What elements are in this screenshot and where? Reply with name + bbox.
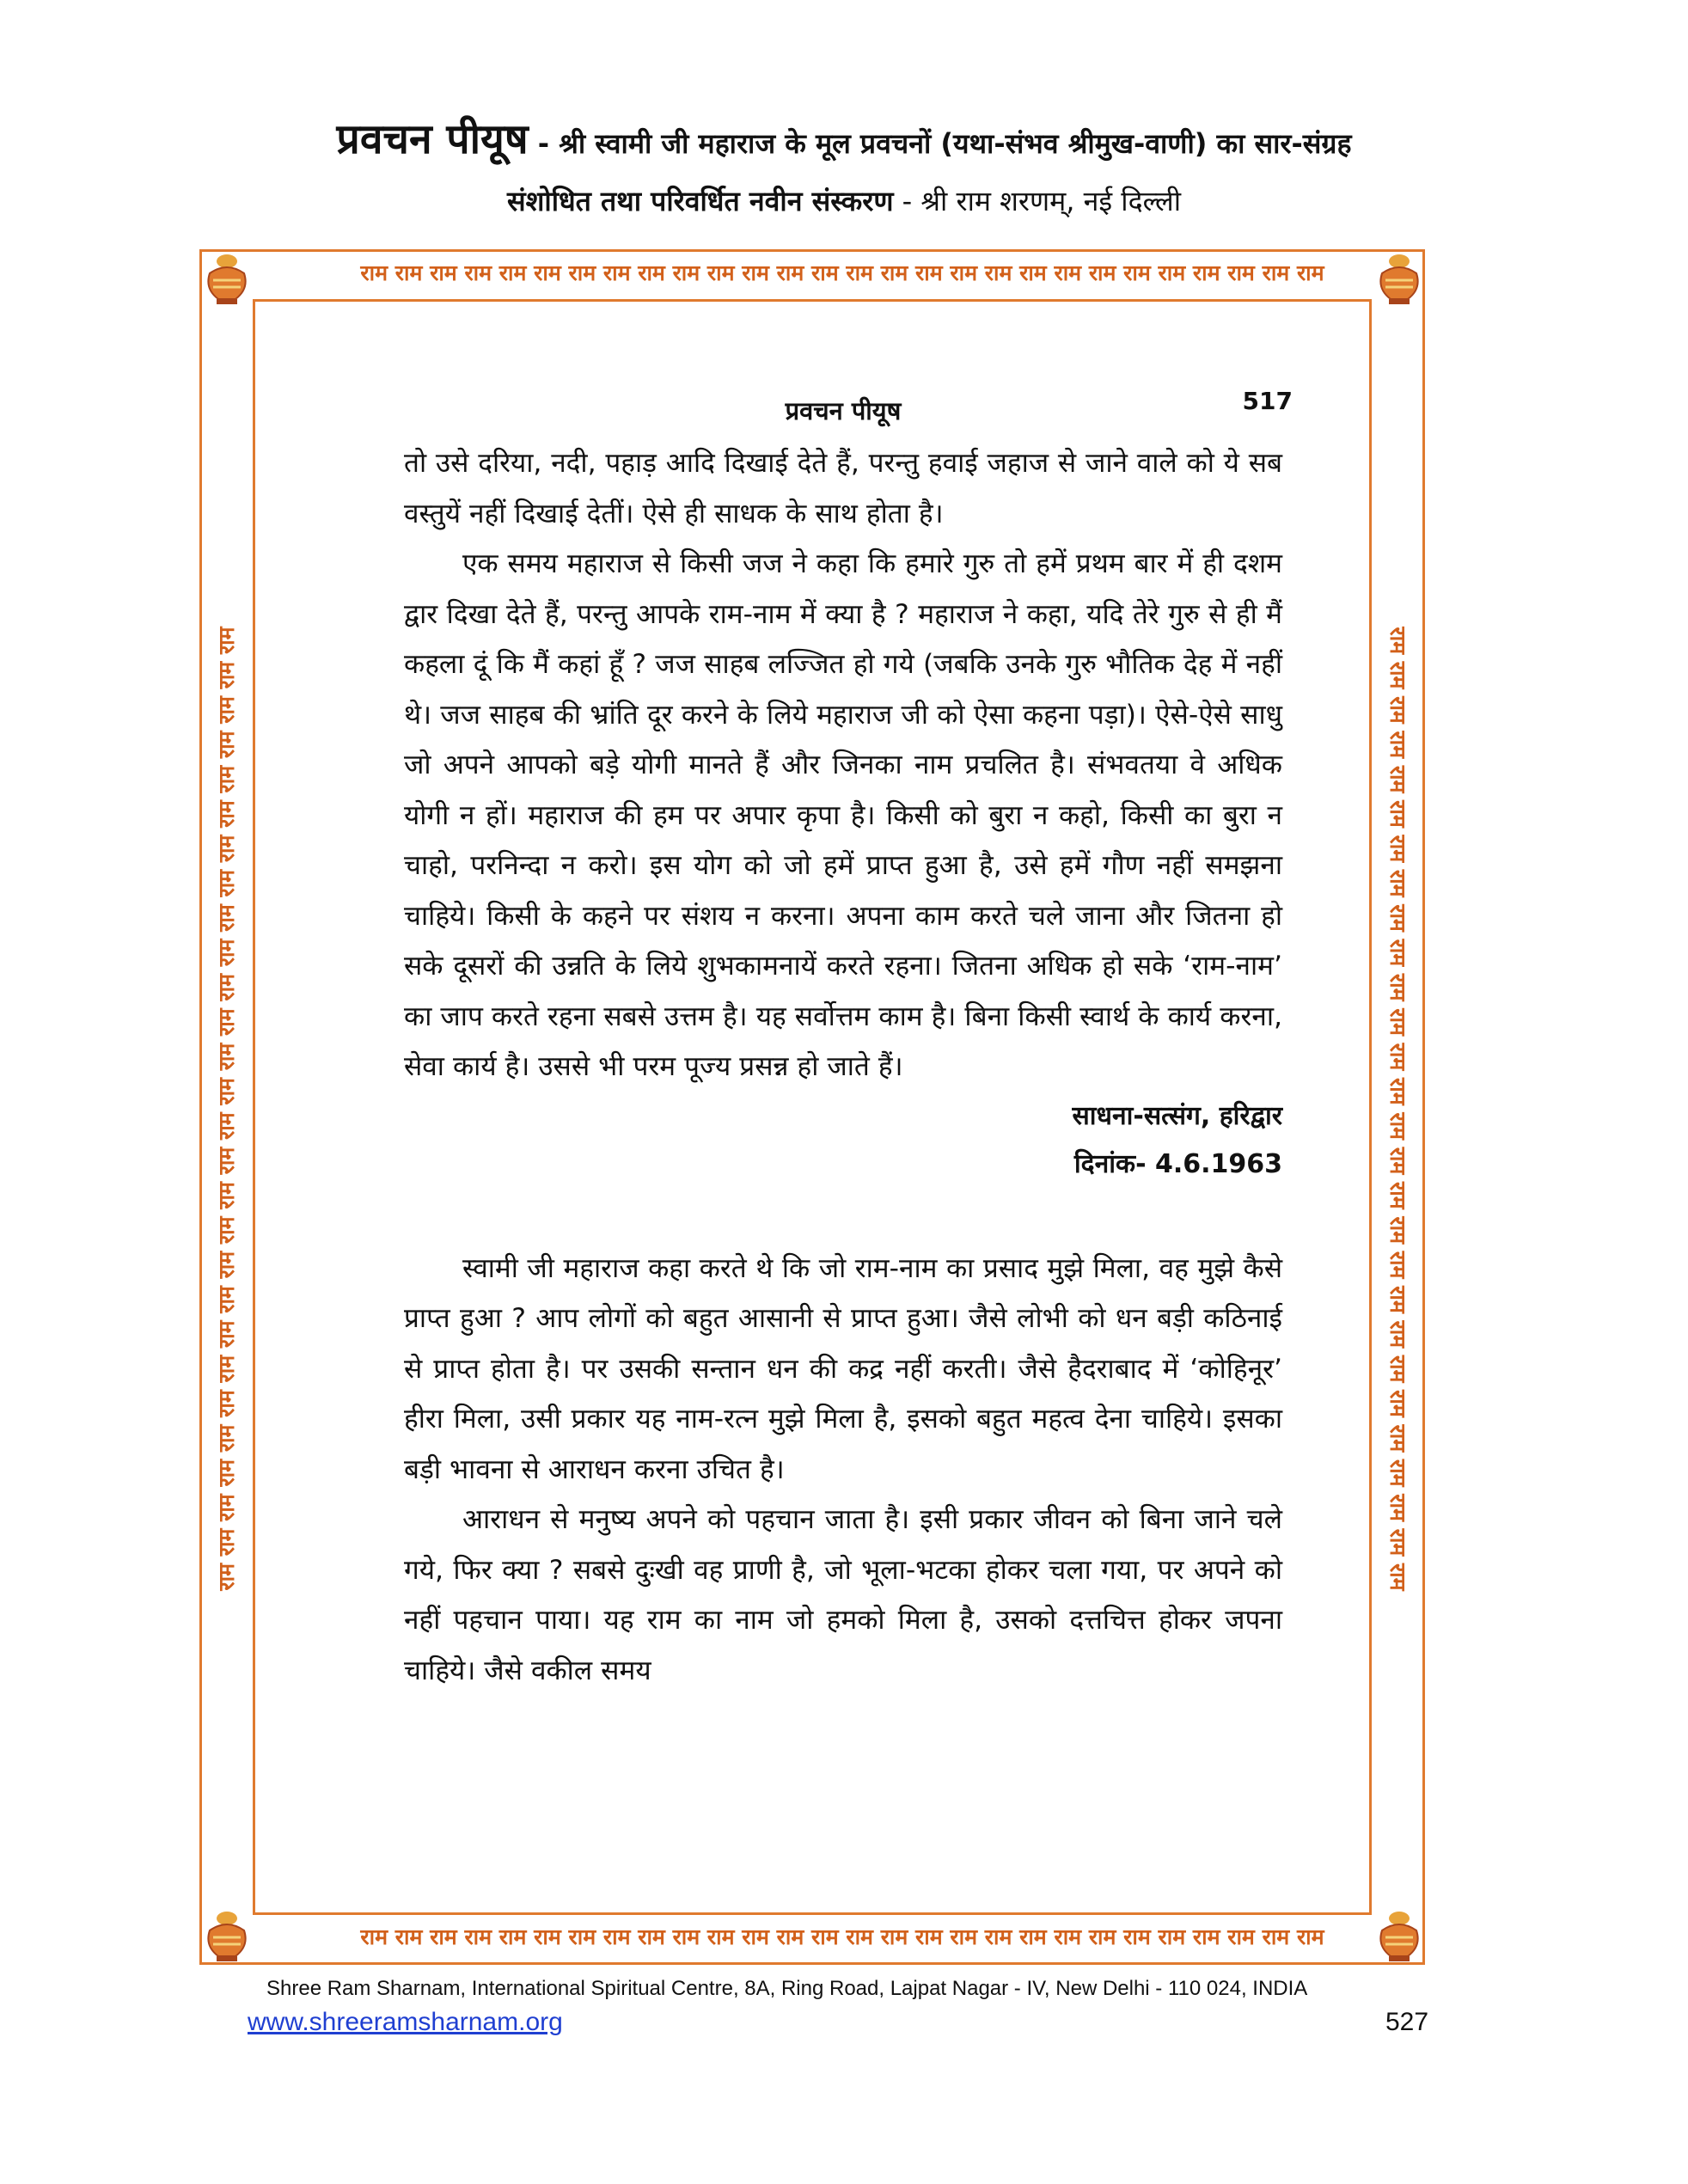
kalash-ornament-icon xyxy=(1373,1906,1425,1963)
signature-place: साधना-सत्संग, हरिद्वार xyxy=(1072,1100,1282,1131)
publisher-label: - श्री राम शरणम्, नई दिल्ली xyxy=(893,185,1181,217)
running-head xyxy=(404,378,1293,425)
border-text-right-label: राम राम राम राम राम राम राम राम राम राम राम राम राम राम राम राम राम राम राम राम राम राम राम राम राम राम राम राम xyxy=(1385,627,1410,1591)
edition-line xyxy=(0,182,1688,219)
website-link[interactable]: www.shreeramsharnam.org xyxy=(248,2008,563,2036)
kalash-ornament-icon xyxy=(201,249,253,306)
border-text-right xyxy=(1380,309,1415,1908)
border-text-left-label: राम राम राम राम राम राम राम राम राम राम राम राम राम राम राम राम राम राम राम राम राम राम राम राम राम राम राम राम xyxy=(214,627,239,1591)
book-page xyxy=(404,378,1293,1696)
paragraph: तो उसे दरिया, नदी, पहाड़ आदि दिखाई देते हैं, परन्तु हवाई जहाज से जाने वाले को ये सब वस्तुयें नहीं दिखाई देतीं। ऐसे ही साधक के साथ होता है। xyxy=(404,448,1282,529)
page-header xyxy=(0,110,1688,166)
kalash-ornament-icon xyxy=(201,1906,253,1963)
running-title: प्रवचन पीयूष xyxy=(785,396,902,425)
book-subtitle: - श्री स्वामी जी महाराज के मूल प्रवचनों (यथा-संभव श्रीमुख-वाणी) का सार-संग्रह xyxy=(528,127,1352,160)
footer-address: Shree Ram Sharnam, International Spiritual Centre, 8A, Ring Road, Lajpat Nagar - IV, New Delhi - 110 024, INDIA xyxy=(266,1977,1308,2000)
border-text-bottom: राम राम राम राम राम राम राम राम राम राम राम राम राम राम राम राम राम राम राम राम राम राम राम राम राम राम राम राम xyxy=(360,1924,1324,1949)
paragraph: आराधन से मनुष्य अपने को पहचान जाता है। इसी प्रकार जीवन को बिना जाने चले गये, फिर क्या ? सबसे दुःखी वह प्राणी है, जो भूला-भटका होकर चला गया, पर अपने को नहीं पहचान पाया। यह राम का नाम जो हमको मिला है, उसको दत्तचित्त होकर जपना चाहिये। जैसे वकील समय xyxy=(404,1504,1282,1686)
border-text-top: राम राम राम राम राम राम राम राम राम राम राम राम राम राम राम राम राम राम राम राम राम राम राम राम राम राम राम राम xyxy=(360,260,1324,285)
paragraph: एक समय महाराज से किसी जज ने कहा कि हमारे गुरु तो हमें प्रथम बार में ही दशम द्वार दिखा देते हैं, परन्तु आपके राम-नाम में क्या है ? महाराज ने कहा, यदि तेरे गुरु से ही मैं कहला दूं कि मैं कहां हूँ ? जज साहब लज्जित हो गये (जबकि उनके गुरु भौतिक देह में नहीं थे। जज साहब की भ्रांति दूर करने के लिये महाराज जी को ऐसा कहना पड़ा)। ऐसे-ऐसे साधु जो अपने आपको बड़े योगी मानते हैं और जिनका नाम प्रचलित है। संभवतया वे अधिक योगी न हों। महाराज की हम पर अपार कृपा है। किसी को बुरा न कहो, किसी का बुरा न चाहो, परनिन्दा न करो। इस योग को जो हमें प्राप्त हुआ है, उसे हमें गौण नहीं समझना चाहिये। किसी के कहने पर संशय न करना। अपना काम करते चले जाना और जितना हो सके दूसरों की उन्नति के लिये शुभकामनायें करते रहना। जितना अधिक हो सके ‘राम-नाम’ का जाप करते रहना सबसे उत्तम है। यह सर्वोत्तम काम है। बिना किसी स्वार्थ के कार्य करना, सेवा कार्य है। उससे भी परम पूज्य प्रसन्न हो जाते हैं। xyxy=(404,548,1282,1082)
pdf-page-number: 527 xyxy=(1385,2008,1429,2036)
edition-label: संशोधित तथा परिवर्धित नवीन संस्करण xyxy=(507,185,894,217)
paragraph: स्वामी जी महाराज कहा करते थे कि जो राम-नाम का प्रसाद मुझे मिला, वह मुझे कैसे प्राप्त हुआ ? आप लोगों को बहुत आसानी से प्राप्त हुआ। जैसे लोभी को धन बड़ी कठिनाई से प्राप्त होता है। पर उसकी सन्तान धन की कद्र नहीं करती। जैसे हैदराबाद में ‘कोहिनूर’ हीरा मिला, उसी प्रकार यह नाम-रत्न मुझे मिला है, इसको बहुत महत्व देना चाहिये। इसका बड़ी भावना से आराधन करना उचित है। xyxy=(404,1252,1282,1485)
border-text-left xyxy=(210,309,244,1908)
signature-date: दिनांक- 4.6.1963 xyxy=(1073,1148,1282,1179)
book-title: प्रवचन पीयूष xyxy=(336,115,529,163)
book-page-number: 517 xyxy=(1242,387,1293,415)
kalash-ornament-icon xyxy=(1373,249,1425,306)
